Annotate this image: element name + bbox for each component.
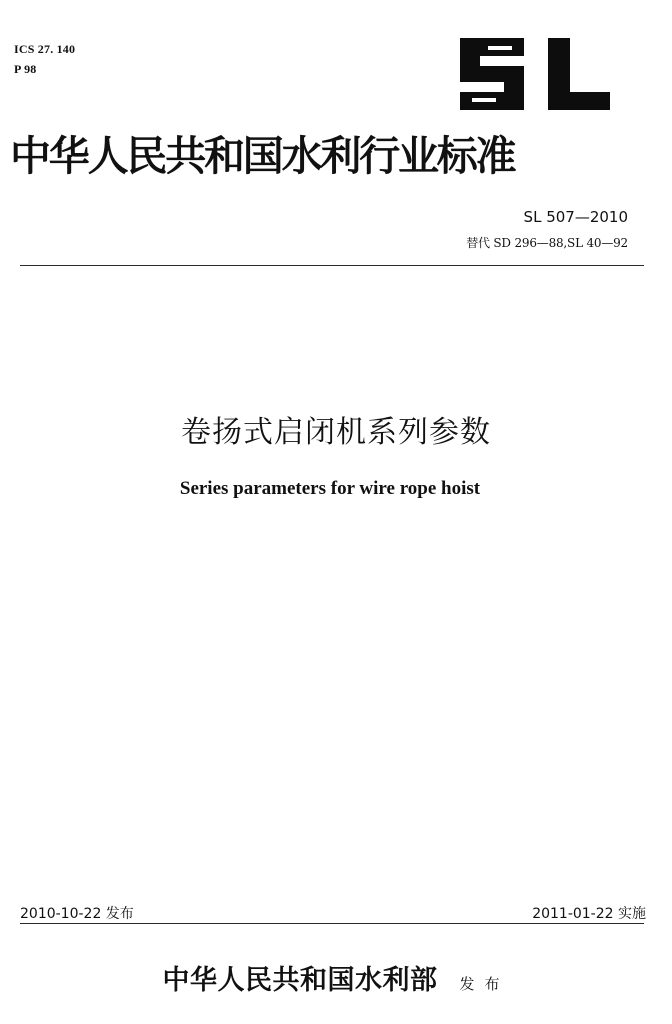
replaced-standards: 替代 SD 296—88,SL 40—92	[466, 236, 628, 250]
classification-code: P 98	[14, 62, 37, 76]
organization-title: 中华人民共和国水利行业标准	[10, 132, 515, 180]
publish-date: 2010-10-22 发布	[20, 906, 134, 922]
ics-code: ICS 27. 140	[14, 42, 76, 56]
issuer-name: 中华人民共和国水利部	[162, 965, 438, 996]
document-title-english: Series parameters for wire rope hoist	[179, 478, 481, 499]
issuer-line	[0, 958, 672, 997]
bottom-divider	[20, 923, 644, 924]
sl-logo	[456, 30, 614, 116]
implement-date: 2011-01-22 实施	[532, 906, 646, 922]
top-divider	[20, 265, 644, 266]
document-title-chinese: 卷扬式启闭机系列参数	[181, 415, 491, 450]
issuer-action: 发布	[459, 975, 510, 993]
standard-number: SL 507—2010	[523, 208, 628, 226]
